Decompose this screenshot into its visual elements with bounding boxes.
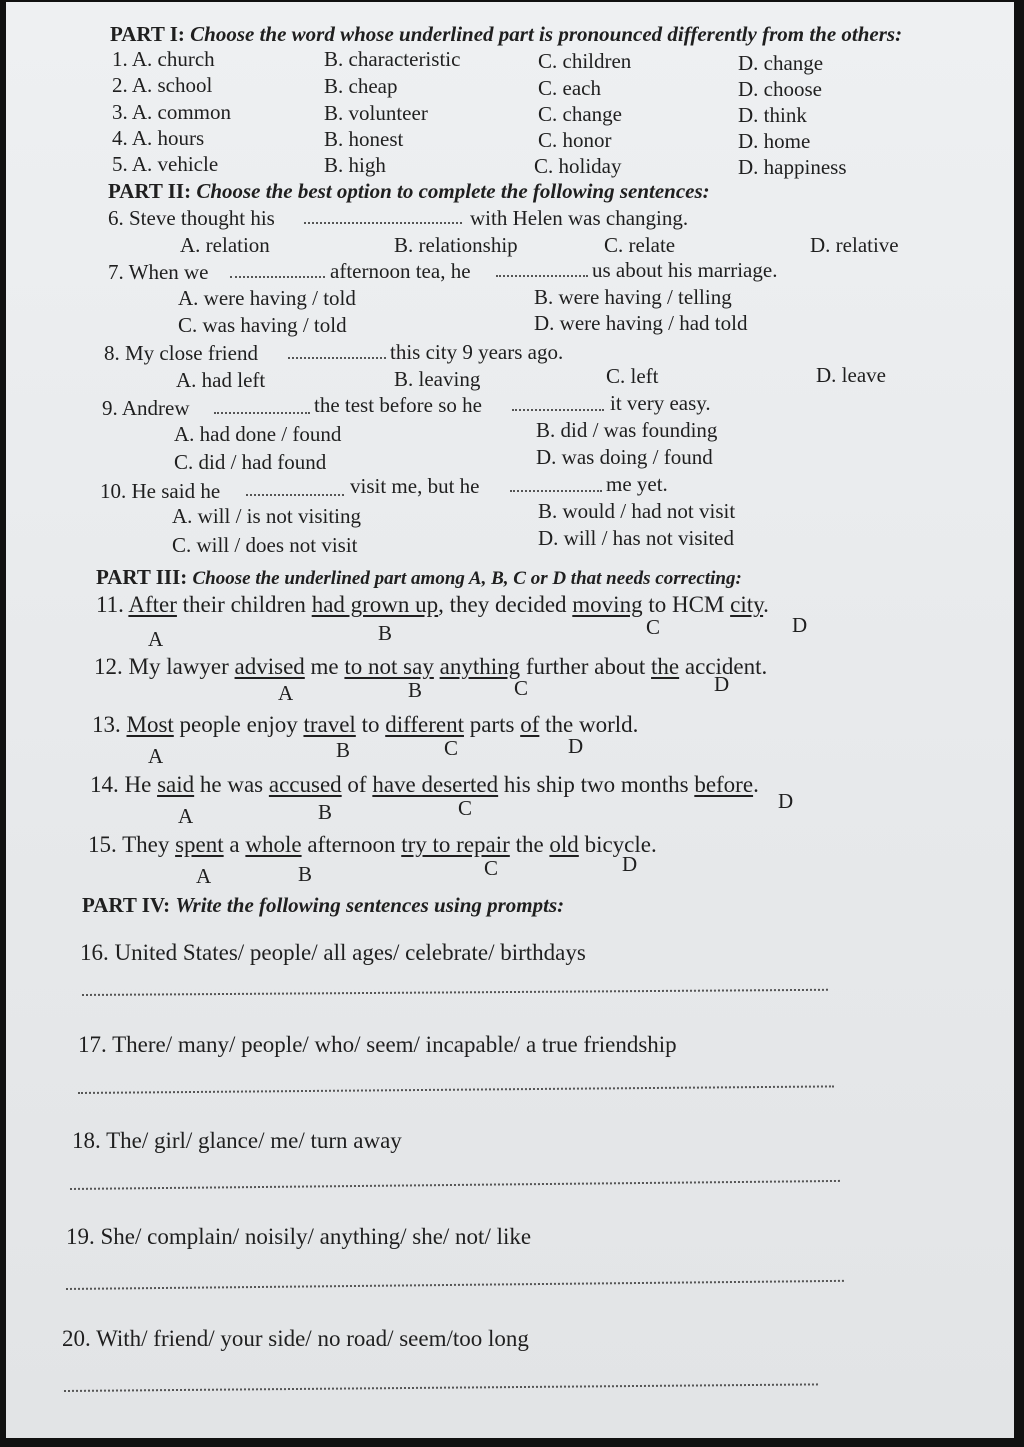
q8-stem-start: 8. My close friend xyxy=(104,341,258,365)
part4-heading xyxy=(82,892,564,918)
q15-part-c: try to repair xyxy=(401,832,510,857)
q15-label-c: C xyxy=(484,856,499,880)
q15-text-4: bicycle. xyxy=(584,832,657,857)
q2-option-c: C. each xyxy=(538,76,601,100)
part4-instruction: Write the following sentences using prompts: xyxy=(175,893,565,917)
q13-part-c: different xyxy=(385,712,464,737)
q13-label-c: C xyxy=(444,736,459,760)
q9-option-d: D. was doing / found xyxy=(536,445,713,469)
q10-stem-start: 10. He said he xyxy=(100,479,221,503)
q10-blank-1 xyxy=(246,494,344,496)
q15-part-a: spent xyxy=(175,832,224,857)
q7-blank-1 xyxy=(230,276,325,278)
q1-option-c: C. children xyxy=(538,49,632,73)
prompt-20: 20. With/ friend/ your side/ no road/ seem/too long xyxy=(62,1326,529,1351)
q6-option-a: A. relation xyxy=(180,233,270,257)
q11-label-a: A xyxy=(148,627,164,651)
q9-stem-start: 9. Andrew xyxy=(102,396,190,420)
q14-part-d: before xyxy=(694,772,754,797)
q10-stem-middle: visit me, but he xyxy=(350,474,480,498)
q4-option-d: D. home xyxy=(738,129,811,153)
q8-option-a: A. had left xyxy=(176,368,266,392)
part2-heading xyxy=(108,179,710,203)
part2-instruction: Choose the best option to complete the following sentences: xyxy=(196,179,710,203)
q14-text-1: he was xyxy=(199,772,264,797)
q5-option-b: B. high xyxy=(324,153,386,177)
worksheet-page xyxy=(6,2,1014,1438)
q12-label-a: A xyxy=(278,681,294,705)
q14-label-a: A xyxy=(178,804,194,828)
q8-stem-end: this city 9 years ago. xyxy=(390,340,564,364)
q11-number: 11. xyxy=(96,592,124,617)
q12-label-d: D xyxy=(714,672,730,696)
q13-text-4: the world. xyxy=(545,712,639,737)
part4-title: PART IV: xyxy=(82,893,171,917)
q1-option-d: D. change xyxy=(738,51,824,75)
answer-line-17 xyxy=(78,1085,834,1094)
q3-option-c: C. change xyxy=(538,102,622,126)
q5-option-c: C. holiday xyxy=(534,154,622,178)
q15-part-b: whole xyxy=(245,832,302,857)
q8-option-d: D. leave xyxy=(816,363,886,387)
answer-line-19 xyxy=(66,1280,844,1290)
q12-part-b: to not say xyxy=(344,654,434,679)
q6-option-d: D. relative xyxy=(810,233,899,257)
q6-blank xyxy=(304,222,462,224)
q5-option-a: 5. A. vehicle xyxy=(112,152,219,176)
q14-text-2: of xyxy=(347,772,367,797)
q2-option-d: D. choose xyxy=(738,77,822,101)
part1-title: PART I: xyxy=(110,22,185,46)
q12-sentence xyxy=(94,654,767,680)
q14-number: 14. He xyxy=(90,772,152,797)
q8-option-c: C. left xyxy=(606,364,659,388)
q7-option-c: C. was having / told xyxy=(178,313,347,337)
part3-title: PART III: xyxy=(96,565,188,589)
q12-label-c: C xyxy=(514,676,529,700)
q14-label-d: D xyxy=(778,789,794,813)
q15-label-b: B xyxy=(298,862,313,886)
q13-part-a: Most xyxy=(126,712,174,737)
q11-text-3: to HCM xyxy=(648,592,725,617)
q14-text-4: . xyxy=(753,772,759,797)
q15-sentence xyxy=(88,832,657,858)
q11-text-4: . xyxy=(763,592,769,617)
q2-option-b: B. cheap xyxy=(324,74,398,98)
part1-instruction: Choose the word whose underlined part is pronounced differently from the others: xyxy=(190,22,903,46)
part2-title: PART II: xyxy=(108,179,192,203)
q14-label-c: C xyxy=(458,796,473,820)
q3-option-d: D. think xyxy=(738,103,807,127)
q7-blank-2 xyxy=(496,275,588,277)
q11-part-a: After xyxy=(128,592,177,617)
q15-label-d: D xyxy=(622,852,638,876)
q13-sentence xyxy=(92,712,638,738)
q7-option-a: A. were having / told xyxy=(178,286,356,310)
q10-stem-end: me yet. xyxy=(606,472,668,496)
q13-label-d: D xyxy=(568,734,584,758)
q5-option-d: D. happiness xyxy=(738,155,847,179)
q1-option-a: 1. A. church xyxy=(112,47,215,71)
q13-part-d: of xyxy=(520,712,540,737)
q9-stem-middle: the test before so he xyxy=(314,393,482,417)
q14-part-a: said xyxy=(157,772,195,797)
q6-option-c: C. relate xyxy=(604,233,676,257)
q11-part-c: moving xyxy=(572,592,643,617)
q9-option-c: C. did / had found xyxy=(174,450,327,474)
q9-blank-1 xyxy=(214,412,310,414)
q15-label-a: A xyxy=(196,864,212,888)
q4-option-a: 4. A. hours xyxy=(112,126,205,150)
q13-label-b: B xyxy=(336,738,351,762)
q8-option-b: B. leaving xyxy=(394,367,481,391)
q7-stem-middle: afternoon tea, he xyxy=(330,259,471,283)
q10-option-d: D. will / has not visited xyxy=(538,526,734,550)
q15-text-1: a xyxy=(229,832,240,857)
q4-option-c: C. honor xyxy=(538,128,612,152)
prompt-19: 19. She/ complain/ noisily/ anything/ she/ not/ like xyxy=(66,1224,532,1249)
q12-text-2: further about xyxy=(525,654,646,679)
q12-part-a: advised xyxy=(234,654,305,679)
q14-text-3: his ship two months xyxy=(503,772,689,797)
q11-label-d: D xyxy=(792,613,808,637)
answer-line-20 xyxy=(64,1383,818,1392)
q10-option-a: A. will / is not visiting xyxy=(172,504,362,528)
q15-number: 15. They xyxy=(88,832,170,857)
q11-sentence xyxy=(96,592,769,618)
prompt-18: 18. The/ girl/ glance/ me/ turn away xyxy=(72,1128,402,1153)
prompt-17: 17. There/ many/ people/ who/ seem/ incapable/ a true friendship xyxy=(78,1032,677,1057)
q13-number: 13. xyxy=(92,712,121,737)
q14-label-b: B xyxy=(318,800,333,824)
q13-text-1: people enjoy xyxy=(179,712,298,737)
q10-blank-2 xyxy=(510,490,602,492)
q12-part-d: the xyxy=(651,654,680,679)
q11-label-c: C xyxy=(646,615,661,639)
q11-text-1: their children xyxy=(182,592,306,617)
q7-option-b: B. were having / telling xyxy=(534,285,732,309)
q12-number: 12. My lawyer xyxy=(94,654,229,679)
q7-stem-end: us about his marriage. xyxy=(592,258,778,282)
q7-option-d: D. were having / had told xyxy=(534,311,748,335)
q13-text-3: parts xyxy=(469,712,515,737)
answer-line-16 xyxy=(82,989,828,996)
part3-heading xyxy=(96,565,742,591)
q4-option-b: B. honest xyxy=(324,127,404,151)
q14-part-b: accused xyxy=(268,772,342,797)
part1-heading xyxy=(110,22,902,46)
q14-part-c: have deserted xyxy=(372,772,499,797)
q9-blank-2 xyxy=(512,409,604,411)
q12-label-b: B xyxy=(408,678,423,702)
q11-label-b: B xyxy=(378,621,393,645)
q15-text-2: afternoon xyxy=(307,832,396,857)
q14-sentence xyxy=(90,772,759,798)
q2-option-a: 2. A. school xyxy=(112,73,213,97)
q12-part-c: anything xyxy=(439,654,521,679)
q8-blank xyxy=(288,357,386,359)
q9-option-a: A. had done / found xyxy=(174,422,342,446)
answer-line-18 xyxy=(70,1180,840,1190)
q11-text-2: , they decided xyxy=(438,592,567,617)
q7-stem-start: 7. When we xyxy=(108,260,209,284)
q13-text-2: to xyxy=(361,712,380,737)
q11-part-b: had grown up xyxy=(311,592,439,617)
q13-label-a: A xyxy=(148,744,164,768)
q6-stem-end: with Helen was changing. xyxy=(470,206,689,230)
q13-part-b: travel xyxy=(303,712,356,737)
q6-option-b: B. relationship xyxy=(394,233,518,257)
q1-option-b: B. characteristic xyxy=(324,47,461,71)
q12-text-1: me xyxy=(310,654,339,679)
q6-stem-start: 6. Steve thought his xyxy=(108,206,275,230)
part3-instruction: Choose the underlined part among A, B, C or D that needs correcting: xyxy=(192,568,742,589)
q3-option-a: 3. A. common xyxy=(112,100,231,124)
q3-option-b: B. volunteer xyxy=(324,101,428,125)
q15-part-d: old xyxy=(549,832,579,857)
q12-text-3: accident. xyxy=(684,654,768,679)
q9-option-b: B. did / was founding xyxy=(536,418,718,442)
q10-option-c: C. will / does not visit xyxy=(172,533,358,557)
prompt-16: 16. United States/ people/ all ages/ celebrate/ birthdays xyxy=(80,940,586,965)
q9-stem-end: it very easy. xyxy=(610,391,711,415)
q15-text-3: the xyxy=(515,832,544,857)
q11-part-d: city xyxy=(730,592,764,617)
q10-option-b: B. would / had not visit xyxy=(538,499,736,523)
